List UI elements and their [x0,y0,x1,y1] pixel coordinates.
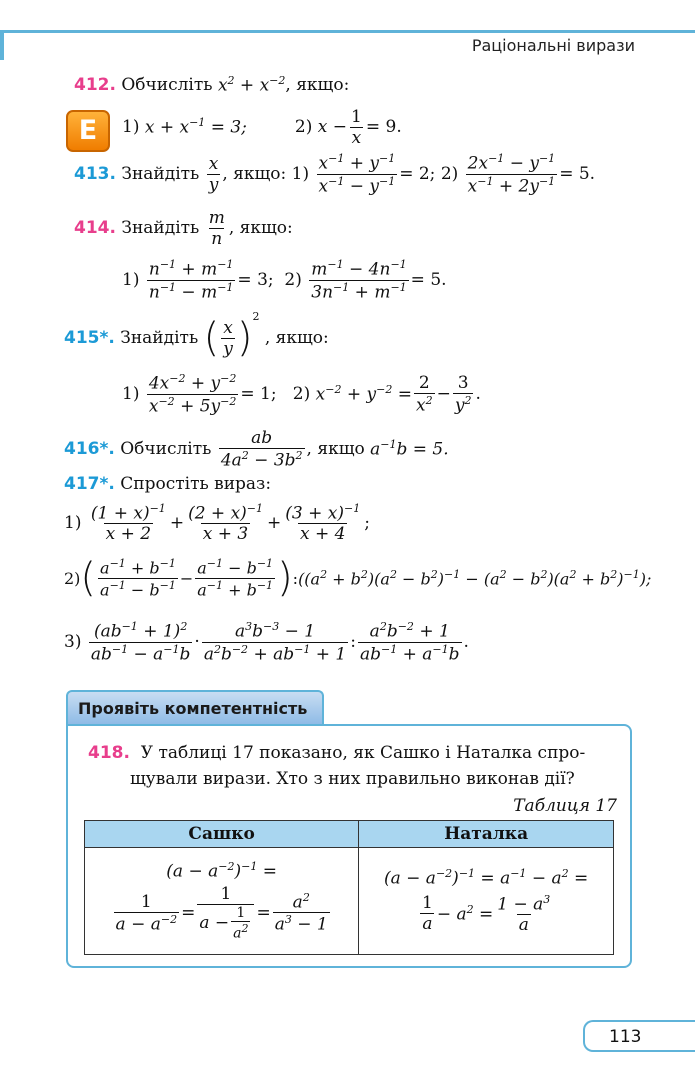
problem-text: Обчисліть [121,74,213,95]
running-title: Раціональні вирази [471,36,635,55]
problem-417-case-1: 1) $\frac{(1 + x)^{-1}}{x + 2}$ + $\frac{(2 + x)^{-1}}{x + 3}$ + $\frac{(3 + x)^{-1}}{x + 4}$ ; [64,501,370,545]
problem-number: 417*. [64,474,115,494]
case-label: 2) [294,117,313,137]
case-label: 2) [440,164,459,184]
problem-414-conditions: 1) $\frac{n^{-1} + m^{-1}}{n^{-1} - m^{-1}}$ = 3; 2) $\frac{m^{-1} - 4n^{-1}}{3n^{-1} + m^{-1}}$ = 5. [122,257,447,303]
fraction: $\frac{x}{y}$ [208,153,219,195]
problem-415-conditions: 1) $\frac{4x^{-2} + y^{-2}}{x^{-2} + 5y^{-2}}$ = 1; 2) $x^{-2} + y^{-2}$ = $\frac{2}{x^2}$ − $\frac{3}{y^2}$ . [122,371,481,417]
problem-text: Знайдіть [121,164,200,184]
problem-suffix: , якщо: 1) [222,164,310,184]
sashko-solution: $(a - a^{-2})^{-1}$ = $\frac{1}{a - a^{-2}}$ = 1 a − $\frac{1}{a^2}$ = $\frac{a^2}{a^3 - 1}$ [85,848,359,955]
problem-number: 416*. [64,439,115,459]
case-label: 3) [64,632,82,652]
problem-number: 414. [74,218,116,238]
problem-suffix: , якщо: [285,74,350,95]
problem-text: Спростіть вираз: [120,474,272,494]
case-label: 1) [122,270,140,290]
header-rule [0,30,695,33]
competence-title: Проявіть компетентність [66,690,324,724]
case-label: 1) [122,384,140,404]
case-label: 2) [284,270,302,290]
header-left-bar [0,30,4,60]
problem-text: Знайдіть [120,328,199,348]
e-level-badge: Е [66,110,110,152]
problem-text-line: У таблиці 17 показано, як Сашко і Наталка спро- [140,743,586,763]
case-label: 1) [122,117,140,137]
problem-suffix: , якщо [306,439,365,459]
problem-417-case-3: 3) $\frac{(ab^{-1} + 1)^2}{ab^{-1} - a^{-1}b}$ · $\frac{a^3b^{-3} - 1}{a^2b^{-2} + ab^{-1} + 1}$ : $\frac{a^2b^{-2} + 1}{ab^{-1} + a^{-1}b}$ . [64,619,469,665]
table-caption: Таблиця 17 [513,796,617,816]
case-label: 1) [64,513,82,533]
page-number: 113 [583,1020,695,1052]
condition: $x + x^{-1} = 3$; [144,116,247,138]
table-17 [84,820,614,955]
problem-number: 415*. [64,328,115,348]
natalka-solution: $(a - a^{-2})^{-1} = a^{-1} - a^2$ = $\frac{1}{a}$ − $a^2$ = $\frac{1 - a^3}{a}$ [359,848,614,955]
problem-414: 414. Знайдіть $\frac{m}{n}$ , якщо: [74,207,293,249]
problem-412-conditions: 1) $x + x^{-1} = 3$; 2) x − $\frac{1}{x}$ = 9. [122,106,402,148]
problem-suffix: , якщо: [228,218,293,238]
running-header [0,30,695,62]
fraction: $\frac{1}{x}$ [351,106,362,148]
expression: $x^2 + x^{-2}$ [217,74,286,96]
problem-416: 416*. Обчисліть $\frac{ab}{4a^2 - 3b^2}$ , якщо $a^{-1}b = 5$. [64,427,449,471]
problem-417 [64,474,271,494]
problem-text: Обчисліть [120,439,212,459]
case-label: 2) [64,568,81,588]
column-header-natalka: Наталка [359,821,614,848]
problem-415: 415*. Знайдіть ( $\frac{x}{y}$ ) $^2$ , якщо: [64,310,329,361]
case-label: 2) [292,384,311,404]
problem-text-line: щували вирази. Хто з них правильно виконав дії? [130,769,575,789]
problem-413: 413. Знайдіть $\frac{x}{y}$ , якщо: 1) $\frac{x^{-1} + y^{-1}}{x^{-1} - y^{-1}}$ = 2; 2) $\frac{2x^{-1} - y^{-1}}{x^{-1} + 2y^{-1}}$ = 5. [74,151,596,197]
problem-417-case-2: 2) ( $\frac{a^{-1} + b^{-1}}{a^{-1} - b^{-1}}$ − $\frac{a^{-1} - b^{-1}}{a^{-1} + b^{-1}}$ ) : $((a^2 + b^2)(a^2 - b^2)^{-1} - (a^2 - b^2)(a^2 + b^2)^{-1})$; [64,555,652,601]
column-header-sashko: Сашко [85,821,359,848]
problem-number: 412. [74,74,116,95]
problem-418 [88,740,618,792]
problem-number: 418. [88,743,130,763]
problem-number: 413. [74,164,116,184]
problem-412 [74,74,349,96]
problem-suffix: , якщо: [264,328,329,348]
problem-text: Знайдіть [121,218,200,238]
